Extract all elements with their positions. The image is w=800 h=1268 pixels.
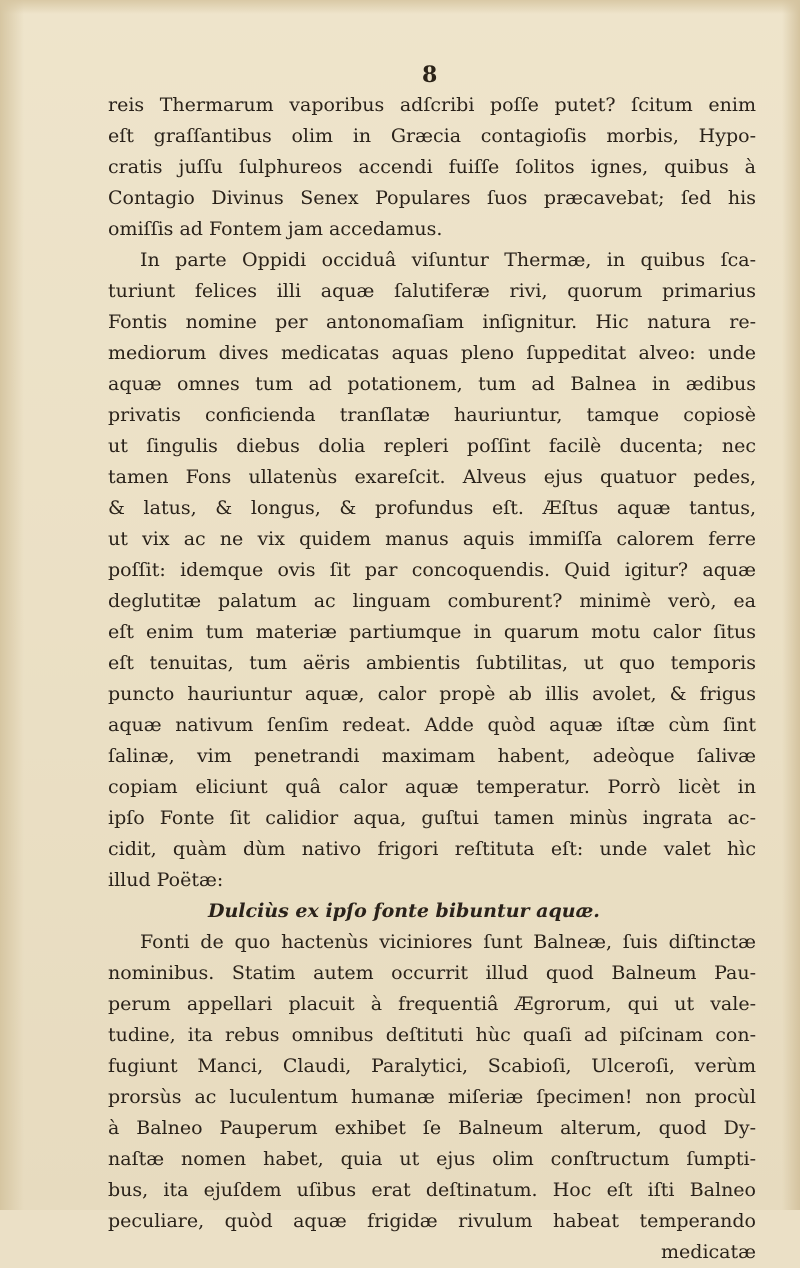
- text-line: Contagio Divinus Senex Populares ſuos præcavebat; ſed his: [108, 187, 756, 209]
- text-line: privatis conficienda tranſlatæ hauriuntur, tamque copiosè: [108, 404, 756, 426]
- text-line: copiam eliciunt quâ calor aquæ temperatur. Porrò licèt in: [108, 776, 756, 798]
- text-line: ut ſingulis diebus dolia repleri poſſint facilè ducenta; nec: [108, 435, 756, 457]
- text-line: cratis juſſu ſulphureos accendi fuiſſe ſolitos ignes, quibus à: [108, 156, 756, 178]
- verse-quotation: Dulciùs ex ipſo fonte bibuntur aquæ.: [208, 900, 600, 922]
- text-line: deglutitæ palatum ac linguam comburent? minimè verò, ea: [108, 590, 756, 612]
- text-line: eſt graſſantibus olim in Græcia contagioſis morbis, Hypo-: [108, 125, 756, 147]
- text-line: omiſſis ad Fontem jam accedamus.: [108, 218, 443, 240]
- text-line: illud Poëtæ:: [108, 869, 224, 891]
- text-line: tudine, ita rebus omnibus deſtituti hùc quaſi ad piſcinam con-: [108, 1024, 756, 1046]
- text-line: eſt enim tum materiæ partiumque in quarum motu calor ſitus: [108, 621, 756, 643]
- text-line: tamen Fons ullatenùs exareſcit. Alveus ejus quatuor pedes,: [108, 466, 756, 488]
- text-line: nominibus. Statim autem occurrit illud quod Balneum Pau-: [108, 962, 756, 984]
- text-line: turiunt felices illi aquæ ſalutiferæ rivi, quorum primarius: [108, 280, 756, 302]
- text-line: poſſit: idemque ovis ſit par concoquendis. Quid igitur? aquæ: [108, 559, 756, 581]
- body-text: [108, 90, 756, 1268]
- text-line: Fonti de quo hactenùs viciniores ſunt Balneæ, ſuis diſtinctæ: [140, 931, 756, 953]
- page-right-edge: [782, 0, 800, 1210]
- text-line: reis Thermarum vaporibus adſcribi poſſe putet? ſcitum enim: [108, 94, 756, 116]
- text-line: à Balneo Pauperum exhibet ſe Balneum alterum, quod Dy-: [108, 1117, 756, 1139]
- text-line: peculiare, quòd aquæ frigidæ rivulum habeat temperando: [108, 1210, 756, 1232]
- text-line: eſt tenuitas, tum aëris ambientis ſubtilitas, ut quo temporis: [108, 652, 756, 674]
- text-line: In parte Oppidi occiduâ viſuntur Thermæ, in quibus ſca-: [140, 249, 756, 271]
- catchword: medicatæ: [661, 1241, 756, 1263]
- text-line: fugiunt Manci, Claudi, Paralytici, Scabioſi, Ulceroſi, verùm: [108, 1055, 756, 1077]
- text-line: aquæ omnes tum ad potationem, tum ad Balnea in ædibus: [108, 373, 756, 395]
- text-line: ſalinæ, vim penetrandi maximam habent, adeòque ſalivæ: [108, 745, 756, 767]
- text-line: Fontis nomine per antonomaſiam inſignitur. Hic natura re-: [108, 311, 756, 333]
- page-left-edge: [0, 0, 24, 1210]
- text-line: ut vix ac ne vix quidem manus aquis immiſſa calorem ferre: [108, 528, 756, 550]
- page-number: 8: [422, 62, 438, 88]
- text-line: cidit, quàm dùm nativo frigori reſtituta eſt: unde valet hìc: [108, 838, 756, 860]
- text-line: mediorum dives medicatas aquas pleno ſuppeditat alveo: unde: [108, 342, 756, 364]
- text-line: & latus, & longus, & profundus eſt. Æſtus aquæ tantus,: [108, 497, 756, 519]
- text-line: ipſo Fonte ſit calidior aqua, guſtui tamen minùs ingrata ac-: [108, 807, 756, 829]
- text-line: bus, ita ejuſdem uſibus erat deſtinatum. Hoc eſt iſti Balneo: [108, 1179, 756, 1201]
- text-line: puncto hauriuntur aquæ, calor propè ab illis avolet, & frigus: [108, 683, 756, 705]
- text-line: prorsùs ac luculentum humanæ miſeriæ ſpecimen! non procùl: [108, 1086, 756, 1108]
- text-line: perum appellari placuit à frequentiâ Ægrorum, qui ut vale-: [108, 993, 756, 1015]
- text-line: naſtæ nomen habet, quia ut ejus olim conſtructum ſumpti-: [108, 1148, 756, 1170]
- text-line: aquæ nativum ſenſim redeat. Adde quòd aquæ iſtæ cùm ſint: [108, 714, 756, 736]
- page-top-edge: [0, 0, 800, 14]
